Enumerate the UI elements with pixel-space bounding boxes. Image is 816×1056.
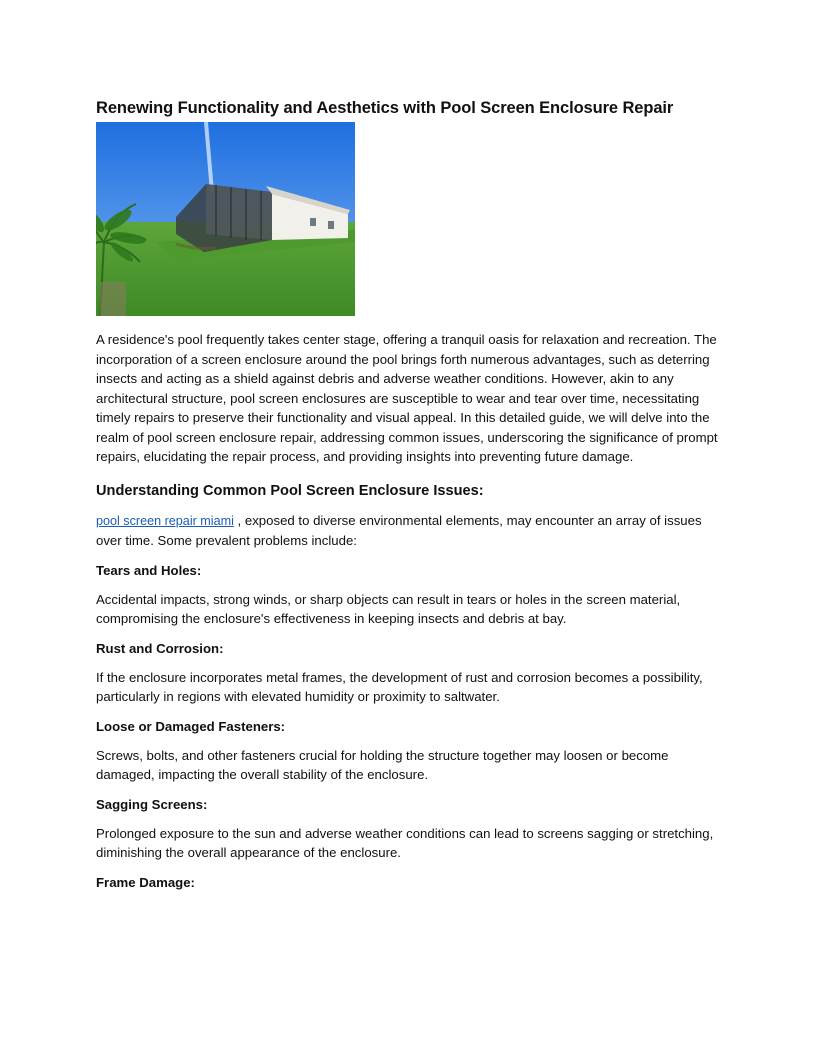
issue-heading-tears: Tears and Holes: bbox=[96, 562, 202, 578]
section-intro-text: , exposed to diverse environmental elements, may encounter an array of issues over time. Some prevalent problems include: bbox=[96, 512, 702, 548]
issue-body-fasteners: Screws, bolts, and other fasteners crucial for holding the structure together may loosen or become damaged, impacting the overall stability of the enclosure. bbox=[96, 747, 669, 782]
article-title: Renewing Functionality and Aesthetics with Pool Screen Enclosure Repair bbox=[96, 99, 674, 117]
issue-body-rust: If the enclosure incorporates metal frames, the development of rust and corrosion becomes a possibility, particularly in regions with elevated humidity or proximity to saltwater. bbox=[96, 669, 703, 704]
pool-enclosure-photo bbox=[96, 122, 355, 316]
issue-heading-sagging: Sagging Screens: bbox=[96, 796, 208, 812]
intro-paragraph: A residence's pool frequently takes center stage, offering a tranquil oasis for relaxation and recreation. The incorporation of a screen enclosure around the pool brings forth numerous advantages, such as deterring insects and acting as a shield against debris and adverse weather conditions. However, akin to any architectural structure, pool screen enclosures are susceptible to wear and tear over time, necessitating timely repairs to preserve their functionality and visual appeal. In this detailed guide, we will delve into the realm of pool screen enclosure repair, addressing common issues, underscoring the significance of prompt repairs, elucidating the repair process, and providing insights into preventing future damage. bbox=[96, 332, 718, 464]
issue-heading-frame: Frame Damage: bbox=[96, 874, 195, 890]
document-page bbox=[96, 96, 724, 892]
section-intro-paragraph bbox=[96, 511, 724, 551]
pool-screen-repair-link[interactable]: pool screen repair miami bbox=[96, 513, 234, 528]
section-heading: Understanding Common Pool Screen Enclosure Issues: bbox=[96, 482, 484, 499]
issue-heading-rust: Rust and Corrosion: bbox=[96, 640, 224, 656]
issue-heading-fasteners: Loose or Damaged Fasteners: bbox=[96, 718, 286, 734]
issue-body-tears: Accidental impacts, strong winds, or sharp objects can result in tears or holes in the screen material, compromising the enclosure's effectiveness in keeping insects and debris at bay. bbox=[96, 591, 681, 626]
issue-body-sagging: Prolonged exposure to the sun and adverse weather conditions can lead to screens sagging or stretching, diminishing the overall appearance of the enclosure. bbox=[96, 825, 714, 860]
